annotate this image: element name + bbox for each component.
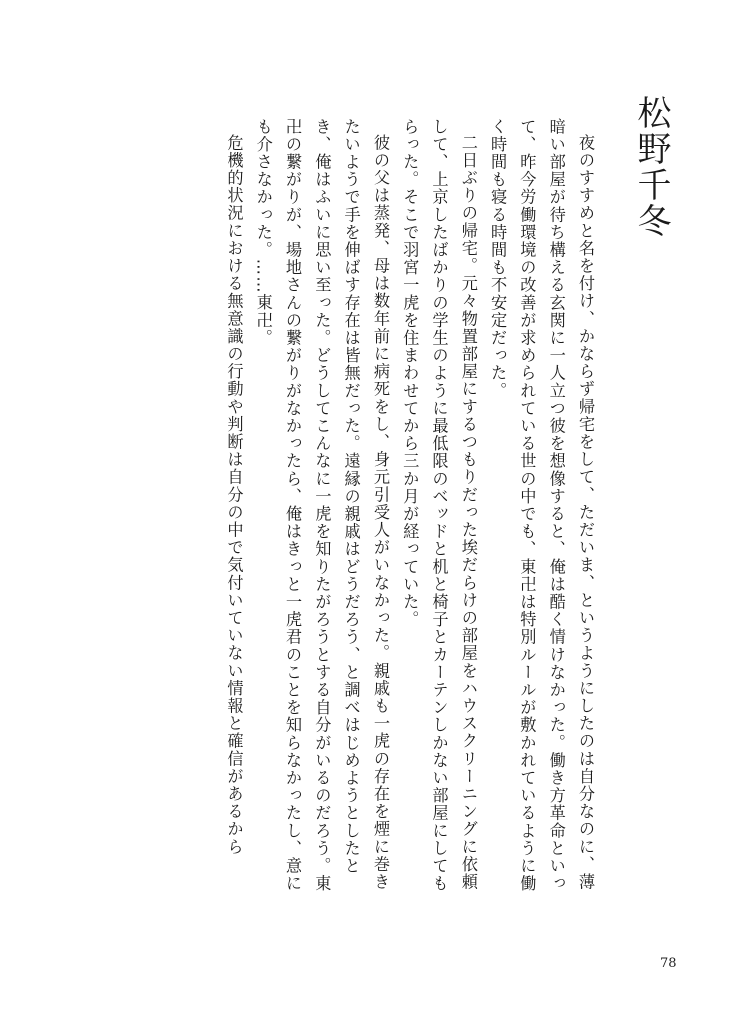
paragraph-3: 彼の父は蒸発、母は数年前に病死をし、身元引受人がいなかった。親戚も一虎の存在を煙に巻きたいようで手を伸ばす存在は皆無だった。遠縁の親戚はどうだろう、と調べはじめようとしたとき、俺はふいに思い至った。どうしてこんなに一虎を知りたがろうとする自分がいるのだろう。東卍の繋がりが、場地さんの繋がりがなかったら、俺はきっと一虎君のことを知らなかったし、意にも介さなかった。……東卍。 bbox=[253, 118, 390, 893]
paragraph-1: 夜のすすめと名を付け、かならず帰宅をして、ただいま、というようにしたのは自分なのに、薄暗い部屋が待ち構える玄関に一人立つ彼を想像すると、俺は酷く情けなかった。働き方革命といって、昨今労働環境の改善が求められている世の中でも、東卍は特別ルールが敷かれているように働く時間も寝る時間も不安定だった。 bbox=[488, 118, 595, 893]
page-number: 78 bbox=[660, 956, 677, 971]
chapter-title: 松野千冬 bbox=[631, 95, 671, 239]
paragraph-4: 危機的状況における無意識の行動や判断は自分の中で気付いていない情報と確信があるから bbox=[224, 134, 244, 856]
body-text bbox=[140, 118, 600, 898]
paragraph-2: 二日ぶりの帰宅。元々物置部屋にするつもりだった埃だらけの部屋をハウスクリーニングに依頼して、上京したばかりの学生のように最低限のベッドと机と椅子とカーテンしかない部屋にしてもらった。そこで羽宮一虎を住まわせてから三か月が経っていた。 bbox=[400, 118, 478, 893]
